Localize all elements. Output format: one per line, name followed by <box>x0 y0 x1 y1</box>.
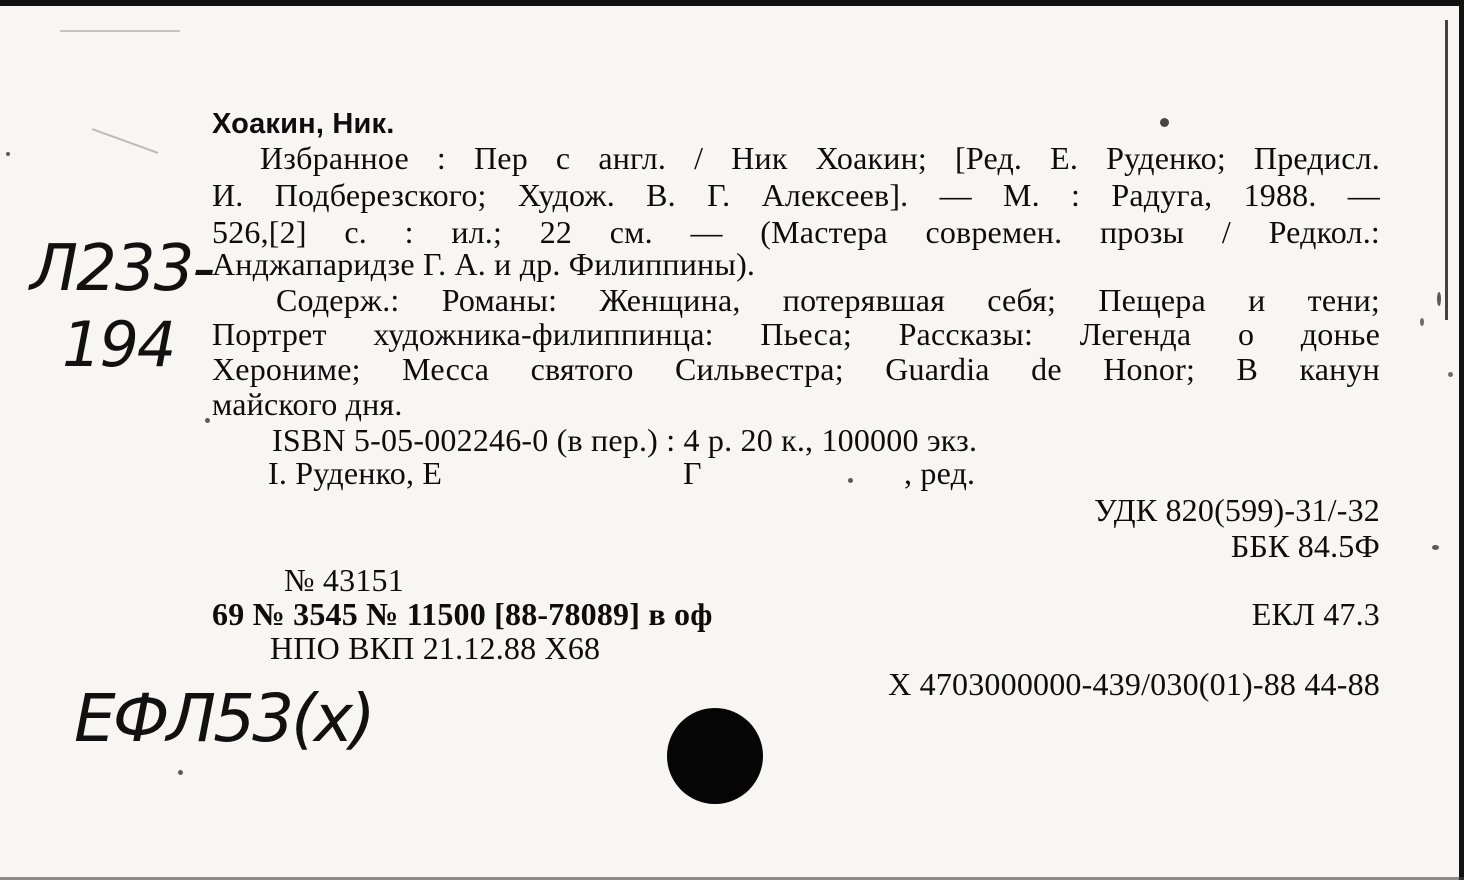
ekl-code: ЕКЛ 47.3 <box>1251 596 1380 632</box>
printer-line: НПО ВКП 21.12.88 Х68 <box>270 630 601 666</box>
udk-code: УДК 820(599)-31/-32 <box>1094 492 1380 528</box>
title-line-1: Избранное : Пер с англ. / Ник Хоакин; [Ред. Е. Руденко; Предисл. <box>260 140 1380 176</box>
contents-line-1: Содерж.: Романы: Женщина, потерявшая себя; Пещера и тени; <box>276 282 1380 318</box>
added-entry-role: , ред. <box>904 455 976 491</box>
bbk-code: ББК 84.5Ф <box>1230 528 1380 564</box>
card-top-edge <box>0 0 1464 6</box>
scan-speck <box>848 478 853 483</box>
order-line: 69 № 3545 № 11500 [88-78089] в оф <box>212 596 713 632</box>
scan-speck <box>178 770 183 775</box>
author-heading: Хоакин, Ник. <box>212 108 395 140</box>
card-right-edge <box>1459 0 1464 880</box>
added-entry-initial: Г <box>683 455 702 491</box>
scan-speck <box>1420 318 1424 326</box>
card-right-inner-edge <box>1445 20 1448 320</box>
scan-speck <box>1448 372 1453 377</box>
contents-line-4: майского дня. <box>212 386 403 422</box>
scan-speck <box>1432 545 1439 550</box>
handwritten-inventory-mark: ЕФЛ53(х) <box>74 680 373 757</box>
isbn-line: ISBN 5-05-002246-0 (в пер.) : 4 р. 20 к., 100000 экз. <box>272 422 978 458</box>
catalog-code-line: Х 4703000000-439/030(01)-88 44-88 <box>888 666 1380 702</box>
scan-speck <box>6 152 10 156</box>
added-entry: I. Руденко, Е <box>268 455 443 491</box>
contents-line-2: Портрет художника-филиппинца: Пьеса; Рассказы: Легенда о донье <box>212 316 1380 352</box>
scan-speck <box>205 418 210 423</box>
handwritten-shelf-mark-top: Л233- <box>30 232 214 306</box>
handwritten-shelf-mark-bottom: 194 <box>62 308 175 381</box>
contents-line-3: Херониме; Месса святого Сильвестра; Guardia de Honor; В канун <box>212 351 1380 387</box>
title-line-2: И. Подберезского; Худож. В. Г. Алексеев]. — М. : Радуга, 1988. — <box>212 177 1380 213</box>
scan-speck <box>1437 292 1441 306</box>
punch-hole-dot <box>667 708 763 804</box>
scan-speck <box>60 30 180 32</box>
title-line-4: Анджапаридзе Г. А. и др. Филиппины). <box>212 246 756 282</box>
record-number: № 43151 <box>284 562 404 598</box>
scan-speck <box>92 128 158 154</box>
title-line-3: 526,[2] с. : ил.; 22 см. — (Мастера современ. прозы / Редкол.: <box>212 214 1380 250</box>
scan-speck <box>1160 118 1169 127</box>
